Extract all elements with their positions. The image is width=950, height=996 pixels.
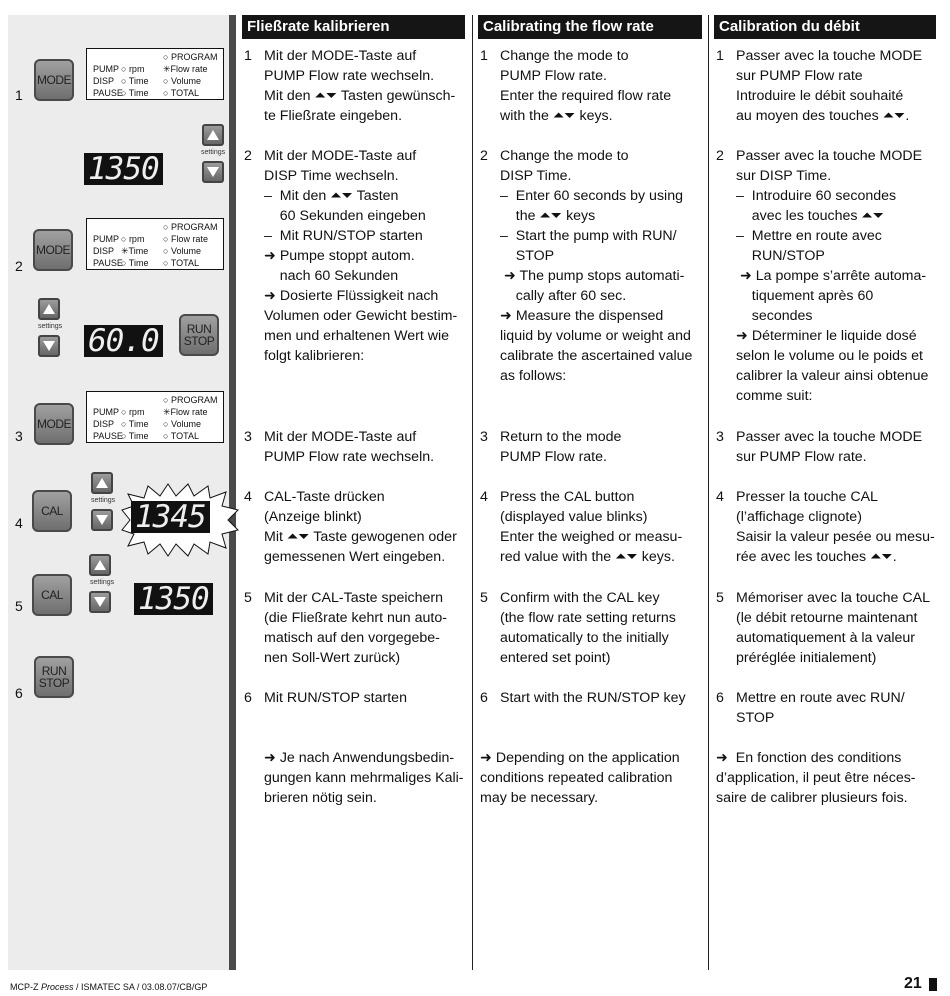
step-number: 5 [244, 590, 252, 606]
up-arrow-button[interactable] [89, 554, 111, 576]
heading-english: Calibrating the flow rate [478, 15, 702, 39]
flow-rate-display: 1350 [84, 153, 163, 185]
up-arrow-icon [43, 304, 55, 314]
lcd-mode-display: PUMP DISP PAUSE ○ rpm ✳Time ○ Time ○ PROGRAM ○ Flow rate ○ Volume ○ TOTAL [86, 218, 224, 270]
lcd-label: Flow rate [170, 64, 208, 74]
step-number: 1 [244, 48, 252, 64]
down-arrow-icon [94, 597, 106, 607]
step-number: 4 [244, 489, 252, 505]
step-text: ➜ Measure the dispensed liquid by volume or weight and calibrate the ascertained value as follows: [500, 308, 693, 384]
lcd-label: Volume [170, 76, 201, 86]
lcd-label: PROGRAM [170, 222, 218, 232]
row-number: 5 [15, 598, 23, 614]
down-arrow-button[interactable] [38, 335, 60, 357]
time-display: 60.0 [84, 325, 163, 357]
settings-label: settings [201, 149, 226, 156]
lcd-label: DISP [93, 76, 115, 86]
step-text: Presser la touche CAL (l’affichage clignote) Saisir la valeur pesée ou mesu- rée avec les touches ⏶⏷. [736, 489, 935, 565]
run-stop-label: RUN STOP [183, 322, 215, 348]
up-arrow-button[interactable] [91, 472, 113, 494]
step-number: 3 [244, 429, 252, 445]
step-text: Confirm with the CAL key (the flow rate setting returns automatically to the initially entered set point) [500, 590, 676, 666]
step-number: 1 [716, 48, 724, 64]
step-number: 5 [716, 590, 724, 606]
lcd-label: PROGRAM [170, 52, 218, 62]
lcd-label: TOTAL [170, 88, 199, 98]
lcd-label: PROGRAM [170, 395, 218, 405]
flow-rate-display: 1350 [134, 583, 213, 615]
step-text: Passer avec la touche MODE sur DISP Time. – Introduire 60 secondes avec les touches ⏶⏷ – Mettre en route avec RUN/STOP ➜ La pompe s’arrête automa- tiquement après 60 secondes [736, 148, 927, 324]
lcd-label: Volume [170, 419, 201, 429]
lcd-mode-display: PUMP DISP PAUSE ○ rpm ○ Time ○ Time ○ PROGRAM ✳Flow rate ○ Volume ○ TOTAL [86, 48, 224, 100]
footer-text: / ISMATEC SA / 03.08.07/CB/GP [73, 982, 208, 992]
page-number: 21 [904, 975, 922, 992]
run-stop-button[interactable] [34, 656, 74, 698]
step-number: 2 [244, 148, 252, 164]
lcd-label: TOTAL [170, 258, 199, 268]
cal-button[interactable]: CAL [32, 490, 72, 532]
step-text: Passer avec la touche MODE sur PUMP Flow rate Introduire le débit souhaité au moyen des touches ⏶⏷. [736, 48, 923, 124]
step-text: ➜ Depending on the application conditions repeated calibration may be necessary. [480, 750, 680, 806]
down-arrow-icon [207, 167, 219, 177]
footer-credit [10, 982, 207, 992]
lcd-label: PAUSE [93, 258, 123, 268]
step-text: Change the mode to DISP Time. – Enter 60 seconds by using the ⏶⏷ keys – Start the pump with RUN/ STOP ➜ The pump stops automati- cally after 60 sec. [500, 148, 685, 304]
mode-button[interactable]: MODE [34, 403, 74, 445]
step-text: ➜ En fonction des conditions d’application, il peut être néces- saire de calibrer plusieurs fois. [716, 750, 916, 806]
step-text: Mit der MODE-Taste auf PUMP Flow rate wechseln. [264, 429, 435, 465]
lcd-label: Flow rate [170, 234, 208, 244]
down-arrow-button[interactable] [89, 591, 111, 613]
run-stop-label: RUN STOP [38, 664, 70, 690]
step-text: Passer avec la touche MODE sur PUMP Flow rate. [736, 429, 923, 465]
row-number: 6 [15, 685, 23, 701]
footer-text: MCP-Z [10, 982, 41, 992]
heading-german: Fließrate kalibrieren [242, 15, 465, 39]
down-arrow-button[interactable] [202, 161, 224, 183]
up-arrow-icon [207, 130, 219, 140]
lcd-label: TOTAL [170, 431, 199, 441]
column-divider [708, 15, 709, 970]
run-stop-button[interactable] [179, 314, 219, 356]
lcd-label: rpm [128, 234, 145, 244]
cal-button[interactable]: CAL [32, 574, 72, 616]
step-text: Mémoriser avec la touche CAL (le débit retourne maintenant automatiquement à la valeur préréglée initialement) [736, 590, 930, 666]
lcd-label: DISP [93, 246, 115, 256]
step-text: Mit der MODE-Taste auf DISP Time wechseln. – Mit den ⏶⏷ Tasten 60 Sekunden eingeben – Mit RUN/STOP starten ➜ Pumpe stoppt autom. nach 60 Sekunden ➜ Dosierte Flüssigkeit nach [264, 148, 439, 304]
down-arrow-button[interactable] [91, 509, 113, 531]
step-text: Return to the mode PUMP Flow rate. [500, 429, 622, 465]
lcd-label: DISP [93, 419, 115, 429]
step-text: Volumen oder Gewicht bestim- men und erhaltenen Wert wie folgt kalibrieren: [264, 308, 458, 364]
lcd-label: PUMP [93, 64, 120, 74]
step-number: 3 [480, 429, 488, 445]
lcd-label: rpm [128, 64, 145, 74]
mode-button[interactable]: MODE [33, 229, 73, 271]
lcd-label: Flow rate [170, 407, 208, 417]
step-number: 3 [716, 429, 724, 445]
step-number: 6 [244, 690, 252, 706]
heading-french: Calibration du débit [714, 15, 936, 39]
step-text: Press the CAL button (displayed value blinks) Enter the weighed or measu- red value with the ⏶⏷ keys. [500, 489, 683, 565]
lcd-label: rpm [128, 407, 145, 417]
row-number: 3 [15, 428, 23, 444]
lcd-mode-display: PUMP DISP PAUSE ○ rpm ○ Time ○ Time ○ PROGRAM ✳Flow rate ○ Volume ○ TOTAL [86, 391, 224, 443]
step-text: ➜ Je nach Anwendungsbedin- gungen kann mehrmaliges Kali- brieren nötig sein. [264, 750, 464, 806]
lcd-label: PAUSE [93, 431, 123, 441]
lcd-label: PAUSE [93, 88, 123, 98]
active-star-icon: ✳ [121, 246, 129, 256]
step-text: Mit RUN/STOP starten [264, 690, 407, 706]
up-arrow-button[interactable] [202, 124, 224, 146]
lcd-label: PUMP [93, 234, 120, 244]
footer-text-italic: Process [41, 982, 74, 992]
step-number: 6 [716, 690, 724, 706]
active-star-icon: ✳ [163, 407, 171, 417]
lcd-label: Time [128, 76, 149, 86]
step-number: 1 [480, 48, 488, 64]
column-divider [472, 15, 473, 970]
step-text: Mettre en route avec RUN/ STOP [736, 690, 905, 726]
step-text: Change the mode to PUMP Flow rate. Enter the required flow rate with the ⏶⏷ keys. [500, 48, 672, 124]
row-number: 4 [15, 515, 23, 531]
blinking-value-display: 1345 [131, 501, 210, 533]
lcd-label: Time [128, 246, 149, 256]
step-text: Start with the RUN/STOP key [500, 690, 686, 706]
row-number: 1 [15, 87, 23, 103]
settings-label: settings [90, 579, 115, 586]
settings-label: settings [91, 497, 116, 504]
lcd-label: Time [128, 258, 149, 268]
step-number: 5 [480, 590, 488, 606]
step-number: 4 [716, 489, 724, 505]
step-number: 6 [480, 690, 488, 706]
step-number: 4 [480, 489, 488, 505]
active-star-icon: ✳ [163, 64, 171, 74]
lcd-label: Time [128, 88, 149, 98]
lcd-label: Volume [170, 246, 201, 256]
down-arrow-icon [43, 341, 55, 351]
lcd-label: Time [128, 419, 149, 429]
mode-button[interactable]: MODE [34, 59, 74, 101]
up-arrow-icon [96, 478, 108, 488]
page-marker [929, 978, 937, 991]
step-text: ➜ Déterminer le liquide dosé selon le volume ou le poids et calibrer la valeur ainsi obtenue comme suit: [736, 328, 929, 404]
step-text: Mit der CAL-Taste speichern (die Fließrate kehrt nun auto- matisch auf den vorgegebe- nen Soll-Wert zurück) [264, 590, 447, 666]
settings-label: settings [38, 323, 63, 330]
lcd-label: Time [128, 431, 149, 441]
step-text: CAL-Taste drücken (Anzeige blinkt) Mit ⏶⏷ Taste gewogenen oder gemessenen Wert eingeben. [264, 489, 457, 565]
step-number: 2 [480, 148, 488, 164]
row-number: 2 [15, 258, 23, 274]
step-number: 2 [716, 148, 724, 164]
up-arrow-button[interactable] [38, 298, 60, 320]
down-arrow-icon [96, 515, 108, 525]
up-arrow-icon [94, 560, 106, 570]
step-text: Mit der MODE-Taste auf PUMP Flow rate wechseln. Mit den ⏶⏷ Tasten gewünsch- te Fließrate eingeben. [264, 48, 456, 124]
lcd-label: PUMP [93, 407, 120, 417]
